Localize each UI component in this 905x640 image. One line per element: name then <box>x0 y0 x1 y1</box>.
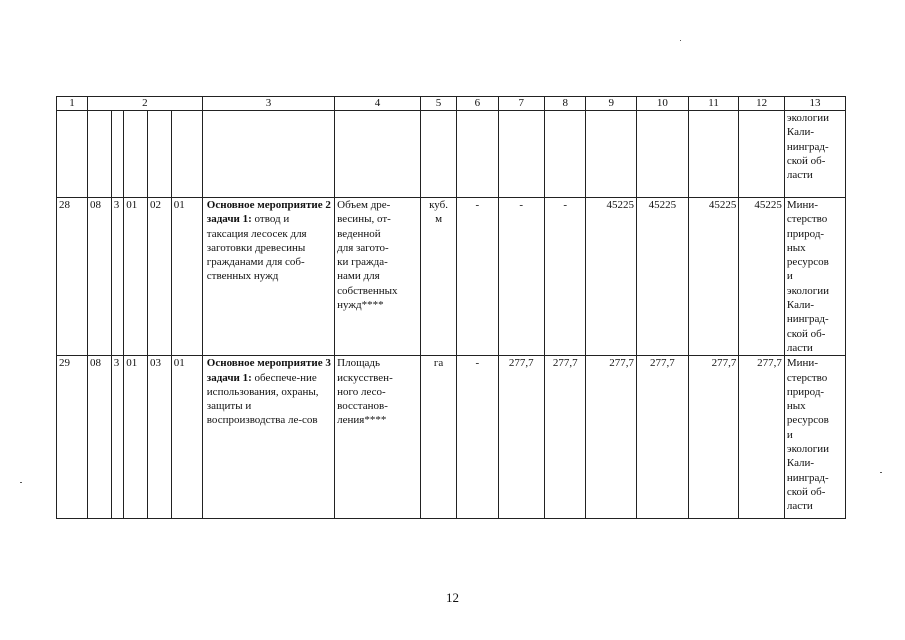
page-number: 12 <box>446 590 459 605</box>
empty-cell <box>57 111 88 198</box>
header-col-7: 7 <box>498 97 545 111</box>
value-col-10: 45225 <box>637 198 689 356</box>
measure-name <box>202 356 334 519</box>
header-col-9: 9 <box>586 97 637 111</box>
empty-cell <box>124 111 148 198</box>
unit: куб. м <box>420 198 456 356</box>
continuation-row <box>57 111 846 198</box>
code-part: 08 <box>88 198 112 356</box>
header-col-4: 4 <box>335 97 421 111</box>
program-table <box>56 96 846 519</box>
executor: Мини- стерство природ- ных ресурсов и экологии Кали- нинград- ской об- ласти <box>784 198 845 356</box>
empty-cell <box>688 111 739 198</box>
header-col-3: 3 <box>202 97 334 111</box>
measure-name-bold: Основное мероприятие 2 задачи 1: <box>206 199 331 226</box>
value-col-9: 45225 <box>586 198 637 356</box>
row-number: 29 <box>57 356 88 519</box>
empty-cell <box>202 111 334 198</box>
table-row <box>57 356 846 519</box>
unit: га <box>420 356 456 519</box>
row-number: 28 <box>57 198 88 356</box>
code-part: 01 <box>171 356 202 519</box>
empty-cell <box>171 111 202 198</box>
value-col-12: 277,7 <box>739 356 784 519</box>
empty-cell <box>457 111 498 198</box>
measure-name-rest: отвод и таксация лесосек для заготовки древесины гражданами для соб-ственных нужд <box>206 213 307 283</box>
header-col-1: 1 <box>57 97 88 111</box>
code-part: 01 <box>171 198 202 356</box>
measure-name-bold: Основное мероприятие 3 задачи 1: <box>206 357 331 384</box>
code-part: 01 <box>124 198 148 356</box>
scan-speck <box>20 482 22 483</box>
code-part: 3 <box>111 198 123 356</box>
header-col-2: 2 <box>88 97 203 111</box>
code-part: 08 <box>88 356 112 519</box>
value-col-7: - <box>498 198 545 356</box>
value-col-6: - <box>457 198 498 356</box>
code-part: 3 <box>111 356 123 519</box>
value-col-12: 45225 <box>739 198 784 356</box>
code-part: 02 <box>147 198 171 356</box>
table-row <box>57 198 846 356</box>
value-col-11: 45225 <box>688 198 739 356</box>
empty-cell <box>545 111 586 198</box>
code-part: 01 <box>124 356 148 519</box>
empty-cell <box>637 111 689 198</box>
code-part: 03 <box>147 356 171 519</box>
measure-name <box>202 198 334 356</box>
column-number-row <box>57 97 846 111</box>
scan-speck <box>680 40 681 41</box>
empty-cell <box>420 111 456 198</box>
value-col-9: 277,7 <box>586 356 637 519</box>
header-col-13: 13 <box>784 97 845 111</box>
indicator-name: Площадь искусствен- ного лесо- восстанов- ления**** <box>335 356 421 519</box>
continuation-executor: экологии Кали- нинград- ской об- ласти <box>784 111 845 198</box>
indicator-name: Объем дре- весины, от- веденной для загото- ки гражда- нами для собственных нужд**** <box>335 198 421 356</box>
value-col-6: - <box>457 356 498 519</box>
empty-cell <box>586 111 637 198</box>
empty-cell <box>111 111 123 198</box>
scan-speck <box>880 472 882 473</box>
header-col-8: 8 <box>545 97 586 111</box>
empty-cell <box>88 111 112 198</box>
value-col-10: 277,7 <box>637 356 689 519</box>
empty-cell <box>147 111 171 198</box>
header-col-10: 10 <box>637 97 689 111</box>
header-col-6: 6 <box>457 97 498 111</box>
empty-cell <box>335 111 421 198</box>
executor: Мини- стерство природ- ных ресурсов и экологии Кали- нинград- ской об- ласти <box>784 356 845 519</box>
empty-cell <box>739 111 784 198</box>
value-col-8: 277,7 <box>545 356 586 519</box>
header-col-12: 12 <box>739 97 784 111</box>
value-col-8: - <box>545 198 586 356</box>
value-col-7: 277,7 <box>498 356 545 519</box>
header-col-5: 5 <box>420 97 456 111</box>
empty-cell <box>498 111 545 198</box>
header-col-11: 11 <box>688 97 739 111</box>
measure-name-rest: обеспече-ние использования, охраны, защиты и воспроизводства ле-сов <box>206 371 319 427</box>
value-col-11: 277,7 <box>688 356 739 519</box>
